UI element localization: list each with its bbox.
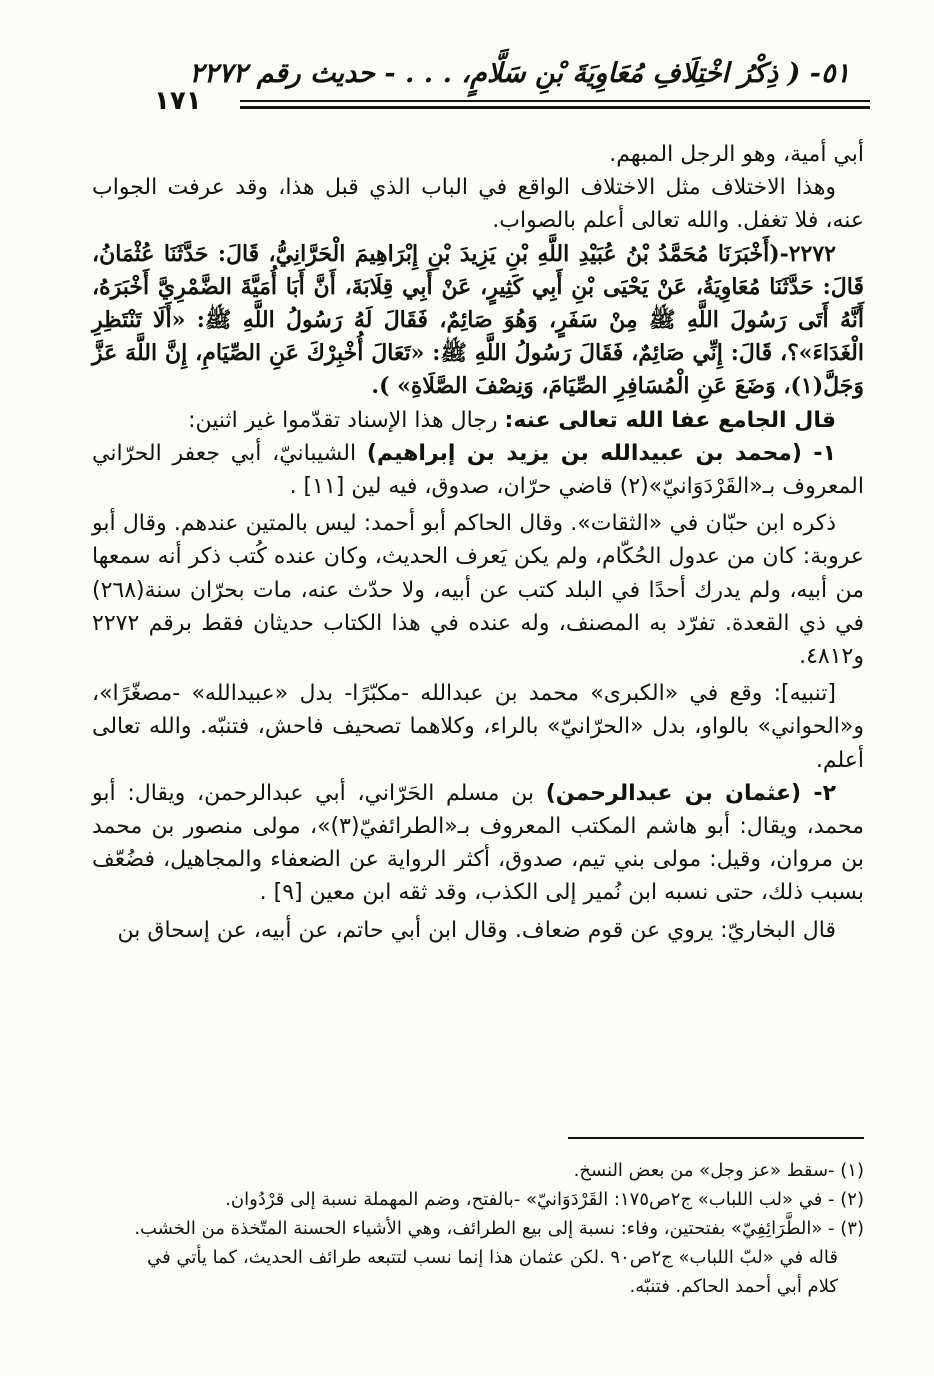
narrator-1-name: ١- (محمد بن عبيدالله بن يزيد بن إبراهيم) <box>366 440 836 466</box>
page-header <box>110 56 870 116</box>
footnote-3: (٣) - «الطَّرَائِفِيّ» بفتحتين، وفاء: نسبة إلى بيع الطرائف، وهي الأشياء الحسنة المتّخذة من الخشب. <box>134 1218 864 1239</box>
paragraph-narrator-1 <box>92 437 864 503</box>
narrators-intro-text: رجال هذا الإسناد تقدّموا غير اثنين: <box>188 407 505 433</box>
author-label: قال الجامع عفا الله تعالى عنه: <box>504 407 836 433</box>
page-number: ١٧١ <box>154 86 202 116</box>
paragraph-note: [تنبيه]: وقع في «الكبرى» محمد بن عبدالله -مكبّرًا- بدل «عبيدالله» -مصغّرًا»، و«الحواني» بالواو، بدل «الحرّانيّ» بالراء، وكلاهما تصحيف فاحش، فتنبّه. والله تعالى أعلم. <box>92 681 864 773</box>
narrator-2-text: بن مسلم الحَرّاني، أبي عبدالرحمن، ويقال: أبو محمد، ويقال: أبو هاشم المكتب المعروف بـ«الطرائفيّ(٣)»، مولى منصور بن محمد بن مروان، وقيل: مولى بني تيم، صدوق، أكثر الرواية عن الضعفاء والمجاهيل، فضُعّف بسبب ذلك، حتى نسبه ابن نُمير إلى الكذب، وقد ثقه ابن معين [٩] . <box>92 780 864 906</box>
paragraph-discussion: وهذا الاختلاف مثل الاختلاف الواقع في الباب الذي قبل هذا، وقد عرفت الجواب عنه، فلا تغفل. والله تعالى أعلم بالصواب. <box>92 175 864 234</box>
narrator-1-text: الشيبانيّ، أبي جعفر الحرّاني المعروف بـ«القَرْدَوَانيّ»(٢) قاضي حرّان، صدوق، فيه لين [١١] . <box>92 440 864 500</box>
narrator-2-name: ٢- (عثمان بن عبدالرحمن) <box>545 780 836 806</box>
hadith-text: ٢٢٧٢-(أَخْبَرَنَا مُحَمَّدُ بْنُ عُبَيْدِ اللَّهِ بْنِ يَزِيدَ بْنِ إِبْرَاهِيمَ الْحَرَّانِيُّ، قَالَ: حَدَّثَنَا عُثْمَانُ، قَالَ: حَدَّثَنَا مُعَاوِيَةُ، عَنْ يَحْيَى بْنِ أَبِي كَثِيرٍ، عَنْ أَبِي قِلَابَةَ، أَنَّ أَبَا أُمَيَّةَ الضَّمْرِيَّ أَخْبَرَهُ، أَنَّهُ أَتَى رَسُولَ اللَّهِ ﷺ مِنْ سَفَرٍ، وَهُوَ صَائِمٌ، فَقَالَ لَهُ رَسُولُ اللَّهِ ﷺ: «أَلَا تَنْتَظِرِ الْغَدَاءَ»؟، قَالَ: إِنِّي صَائِمٌ، فَقَالَ رَسُولُ اللَّهِ ﷺ: «تَعَالَ أُخْبِرْكَ عَنِ الصِّيَامِ، إِنَّ اللَّهَ عَزَّ وَجَلَّ(١)، وَضَعَ عَنِ الْمُسَافِرِ الصِّيَامَ، وَنِصْفَ الصَّلَاةِ» ). <box>92 240 864 400</box>
paragraph-continuation: أبي أمية، وهو الرجل المبهم. <box>609 142 864 167</box>
paragraph-narrator-2 <box>92 777 864 910</box>
footnote-divider <box>568 1137 864 1139</box>
header-rule-thin <box>240 100 870 102</box>
header-rule-thick <box>240 106 870 109</box>
footnote-2: (٢) - في «لب اللباب» ج٢ص١٧٥: القَرْدَوَانيّ» -بالفتح، وضم المهملة نسبة إلى قرْدُوان. <box>225 1189 864 1210</box>
main-text <box>92 138 864 947</box>
footnote-3-end: كلام أبي أحمد الحاكم. فتنبّه. <box>629 1276 838 1297</box>
footnotes <box>92 1156 864 1301</box>
footnote-3-continuation: قاله في «لبّ اللباب» ج٢ص٩٠ .لكن عثمان هذا إنما نسب لتتبعه طرائف الحديث، كما يأتي في <box>147 1247 838 1268</box>
chapter-heading: ٥١- ( ذِكْرُ اخْتِلَافِ مُعَاوِيَةَ بْنِ سَلَّامٍ، . . . - حديث رقم ٢٢٧٢ <box>189 58 850 89</box>
paragraph-narrators-intro <box>92 404 864 437</box>
paragraph-narrator-1-details: ذكره ابن حبّان في «الثقات». وقال الحاكم أبو أحمد: ليس بالمتين عندهم. وقال أبو عروبة: كان من عدول الحُكّام، ولم يكن يَعرف الحديث، وكان عنده كُتب ذكر أنه سمعها من أبيه، ولم يدرك أحدًا في البلد كتب عن أبيه، ولا حدّث عنه، مات بحرّان سنة(٢٦٨) في ذي القعدة. تفرّد به المصنف، وله عنده في هذا الكتاب حديثان فقط برقم ٢٢٧٢ و٤٨١٢. <box>92 511 864 670</box>
footnote-1: (١) -سقط «عز وجل» من بعض النسخ. <box>573 1160 864 1181</box>
paragraph-bukhari: قال البخاريّ: يروي عن قوم ضعاف. وقال ابن أبي حاتم، عن أبيه، عن إسحاق بن <box>117 917 836 943</box>
